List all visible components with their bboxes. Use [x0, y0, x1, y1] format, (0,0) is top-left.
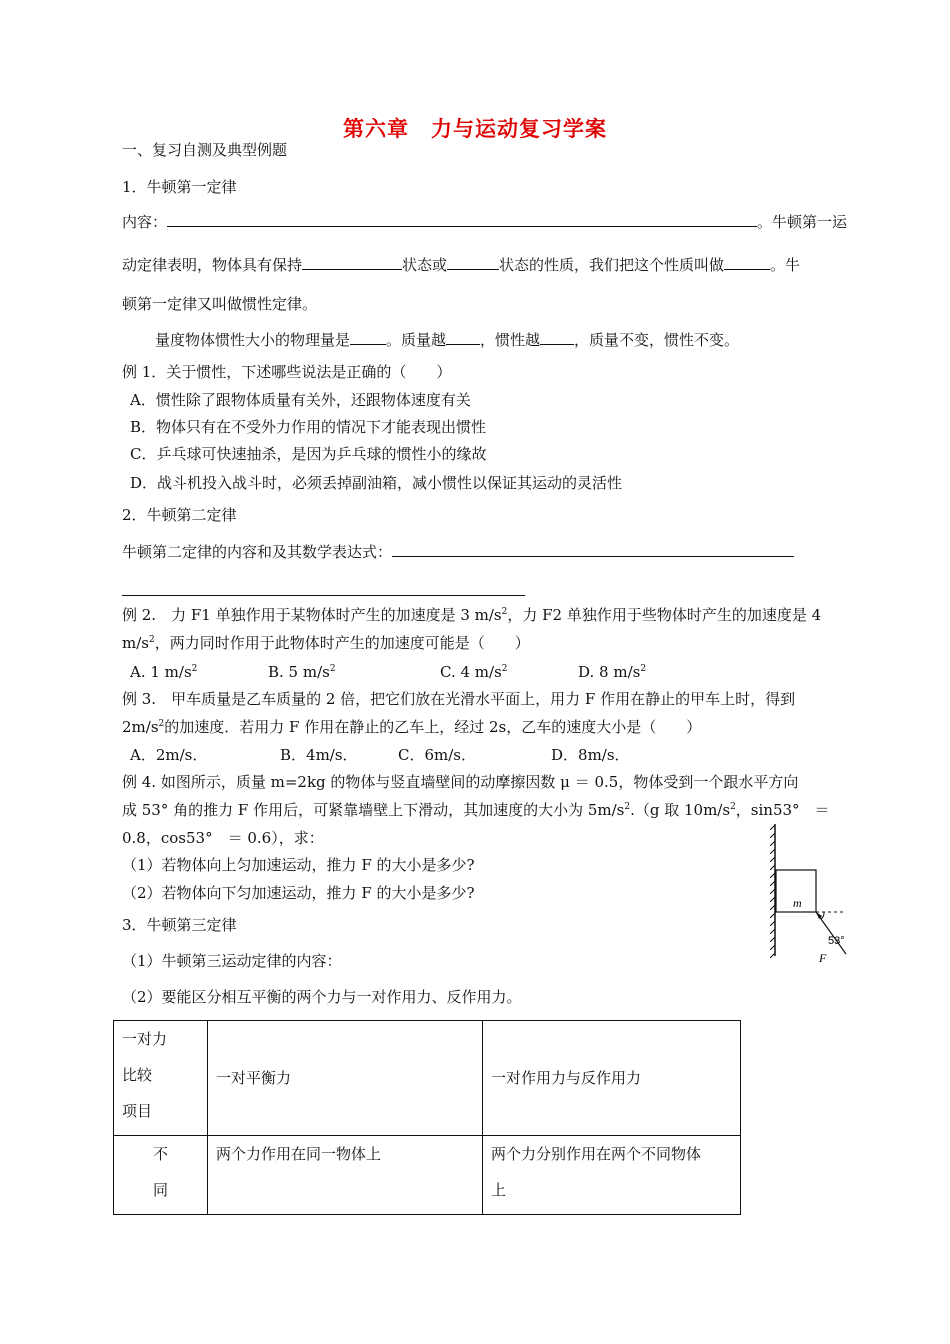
header-text: 比较: [122, 1066, 153, 1084]
law1-content-line: [122, 212, 847, 232]
blank-field: [392, 542, 794, 557]
cell-text: 上: [491, 1181, 507, 1199]
example4-question1: （1）若物体向上匀加速运动，推力 F 的大小是多少?: [122, 856, 475, 874]
angle-arc: [821, 912, 824, 919]
text-fragment: 动定律表明，物体具有保持: [122, 256, 303, 274]
text-fragment: 量度物体惯性大小的物理量是: [155, 331, 351, 349]
text-fragment: 。牛: [770, 256, 801, 274]
example3-line1: 例 3. 甲车质量是乙车质量的 2 倍，把它们放在光滑水平面上，用力 F 作用在静止的甲车上时，得到: [122, 690, 796, 708]
law3-question1: （1）牛顿第三运动定律的内容：: [122, 952, 342, 970]
arrowhead-icon: [816, 912, 822, 919]
example4-line1: 例 4. 如图所示，质量 m=2kg 的物体与竖直墙壁间的动摩擦因数 μ ＝ 0.5，物体受到一个跟水平方向: [122, 773, 799, 791]
text-fragment: 状态的性质，我们把这个性质叫做: [499, 256, 725, 274]
cell-text: 不: [152, 1145, 168, 1163]
blank-field: [540, 330, 574, 345]
example4-line3: 0.8，cos53° ＝ 0.6），求：: [122, 829, 324, 847]
superscript: 2: [730, 802, 736, 812]
example3-option-d: D．8m/s．: [551, 746, 630, 764]
force-label: F: [819, 951, 827, 964]
superscript: 2: [158, 719, 165, 729]
wall-block-force-diagram: [770, 824, 860, 964]
example2-option-d: D. 8 $m/s^2$: [578, 663, 647, 681]
text-fragment: ，力 F2 单独作用于些物体时产生的加速度是 4: [507, 606, 822, 624]
header-text: 项目: [122, 1102, 153, 1120]
example2-option-c: C. 4 $m/s^2$: [440, 663, 508, 681]
example1-stem: 例 1．关于惯性，下述哪些说法是正确的（ ）: [122, 363, 452, 381]
superscript: 2: [148, 635, 155, 645]
example4-question2: （2）若物体向下匀加速运动，推力 F 的大小是多少?: [122, 884, 475, 902]
angle-label: 53°: [828, 935, 845, 947]
text-fragment: ，惯性越: [480, 331, 541, 349]
law2-content: [122, 542, 794, 562]
table-header-cell: [208, 1021, 483, 1136]
example2-line1: [122, 605, 821, 625]
example4-line2: [122, 800, 830, 820]
example2-option-a: A. 1 $m/s^2$: [130, 663, 198, 681]
text-fragment: 的加速度．若用力 F 作用在静止的乙车上，经过 2s，乙车的速度大小是（ ）: [164, 718, 702, 736]
example3-option-b: B．4m/s．: [280, 746, 358, 764]
law1-heading: 1．牛顿第一定律: [122, 178, 237, 196]
example1-option-a: A．惯性除了跟物体质量有关外，还跟物体速度有关: [130, 391, 471, 409]
blank-field: [724, 255, 770, 270]
table-header-row: [114, 1021, 741, 1136]
superscript: 2: [624, 802, 631, 812]
text-fragment: 例 2. 力 F1 单独作用于某物体时产生的加速度是 3 m/s: [122, 606, 502, 624]
blank-field: [167, 212, 757, 227]
text-fragment: 2m/s: [122, 718, 159, 736]
table-header-cell: [483, 1021, 741, 1136]
example3-options: [130, 745, 630, 765]
force-arrow: [816, 912, 846, 954]
text-fragment: ，质量不变，惯性不变。: [574, 331, 740, 349]
page-title: 第六章 力与运动复习学案: [343, 116, 607, 141]
example1-option-d: D．战斗机投入战斗时，必须丢掉副油箱，减小惯性以保证其运动的灵活性: [130, 474, 623, 492]
superscript: 2: [501, 607, 508, 617]
blank-field: [122, 595, 525, 596]
example3-option-a: A．2m/s．: [130, 746, 208, 764]
text-fragment: 。质量越: [386, 331, 447, 349]
table-cell: [114, 1136, 208, 1215]
example2-option-b: B. 5 $m/s^2$: [268, 663, 336, 681]
table-cell: [208, 1136, 483, 1215]
text-fragment: 。牛顿第一运: [757, 213, 848, 231]
example3-line2: [122, 717, 701, 737]
table-header-cell: [114, 1021, 208, 1136]
law2-heading: 2．牛顿第二定律: [122, 506, 237, 524]
text-fragment: m/s: [122, 634, 149, 652]
text-fragment: ，sin53° ＝: [735, 801, 830, 819]
law1-line3: 顿第一定律又叫做惯性定律。: [122, 295, 318, 313]
example2-options: [130, 662, 646, 682]
example3-option-c: C．6m/s．: [398, 746, 476, 764]
cell-text: 两个力作用在同一物体上: [216, 1145, 382, 1163]
example1-option-c: C．乒乓球可快速抽杀，是因为乒乓球的惯性小的缘故: [130, 445, 487, 463]
section-heading: 一、复习自测及典型例题: [122, 141, 288, 159]
law3-question2: （2）要能区分相互平衡的两个力与一对作用力、反作用力。: [122, 988, 522, 1006]
example2-line2: [122, 633, 530, 653]
header-text: 一对力: [122, 1030, 168, 1048]
text-fragment: 牛顿第二定律的内容和及其数学表达式：: [122, 543, 393, 561]
example1-option-b: B．物体只有在不受外力作用的情况下才能表现出惯性: [130, 418, 487, 436]
header-text: 一对平衡力: [216, 1069, 292, 1087]
text-fragment: .（g 取 10m/s: [630, 801, 731, 819]
blank-field: [447, 255, 499, 270]
table-cell: [483, 1136, 741, 1215]
cell-text: 两个力分别作用在两个不同物体: [491, 1145, 702, 1163]
text-fragment: 状态或: [402, 256, 448, 274]
inertia-measure-line: [155, 330, 739, 350]
text-fragment: ，两力同时作用于此物体时产生的加速度可能是（ ）: [154, 634, 530, 652]
blank-field: [446, 330, 480, 345]
text-fragment: 成 53° 角的推力 F 作用后，可紧靠墙壁上下滑动，其加速度的大小为 5m/s: [122, 801, 625, 819]
blank-field: [350, 330, 386, 345]
header-text: 一对作用力与反作用力: [491, 1069, 642, 1087]
label-content: 内容：: [122, 213, 168, 231]
blank-field: [302, 255, 402, 270]
cell-text: 同: [152, 1181, 168, 1199]
law1-line2: [122, 255, 800, 275]
law3-heading: 3．牛顿第三定律: [122, 916, 237, 934]
comparison-table: [113, 1020, 741, 1215]
mass-label: m: [793, 896, 802, 910]
table-row: [114, 1136, 741, 1215]
